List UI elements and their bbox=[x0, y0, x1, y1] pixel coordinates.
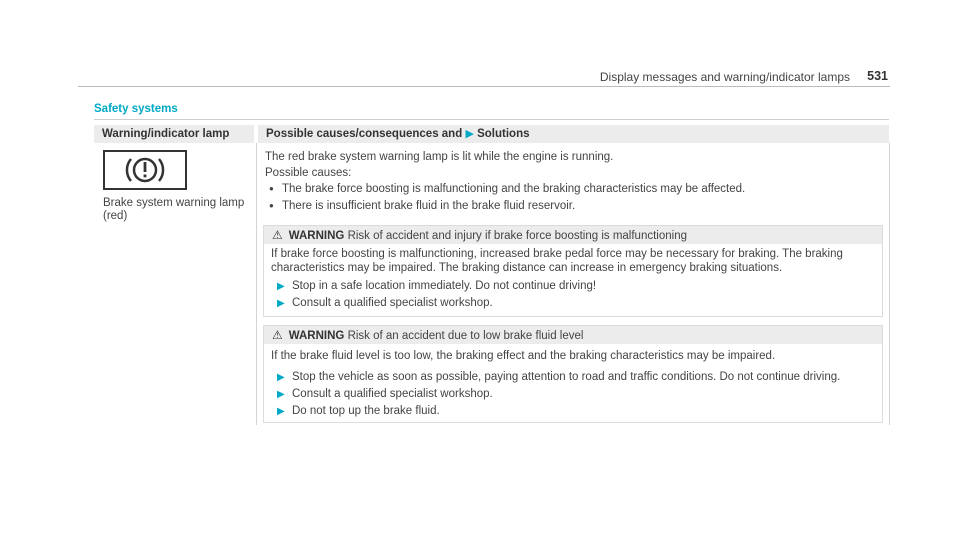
section-title: Safety systems bbox=[94, 103, 178, 115]
table-right-border bbox=[889, 143, 890, 425]
column-header-solutions-label: Solutions bbox=[477, 128, 530, 140]
column-header-causes bbox=[258, 125, 889, 143]
play-arrow-icon: ▶ bbox=[277, 281, 285, 292]
column-header-lamp: Warning/indicator lamp bbox=[94, 125, 254, 143]
intro-text: The red brake system warning lamp is lit while the engine is running. bbox=[265, 151, 614, 163]
warning-body: If the brake fluid level is too low, the braking effect and the braking characteristics may be impaired. bbox=[271, 350, 776, 362]
warning-body: If brake force boosting is malfunctioning, increased brake pedal force may be necessary for braking. The braking characteristics may be impaired. The braking distance can increase in emergency braking situations. bbox=[271, 248, 843, 274]
bullet-icon: ● bbox=[269, 201, 274, 210]
warning-triangle-icon: ⚠ bbox=[272, 228, 283, 242]
warning-step: Stop in a safe location immediately. Do not continue driving! bbox=[292, 280, 597, 292]
warning-header bbox=[264, 326, 882, 344]
section-rule bbox=[94, 119, 889, 120]
column-header-causes-label: Possible causes/consequences and bbox=[266, 128, 463, 140]
play-arrow-icon: ▶ bbox=[277, 298, 285, 309]
warning-step: Do not top up the brake fluid. bbox=[292, 405, 440, 417]
page-number: 531 bbox=[867, 69, 888, 83]
warning-title: Risk of accident and injury if brake force boosting is malfunctioning bbox=[347, 230, 687, 242]
warning-triangle-icon: ⚠ bbox=[272, 328, 283, 342]
play-arrow-icon: ▶ bbox=[277, 372, 285, 383]
play-arrow-icon: ▶ bbox=[465, 128, 474, 140]
warning-label: WARNING bbox=[288, 230, 345, 242]
causes-label: Possible causes: bbox=[265, 167, 352, 179]
lamp-label: Brake system warning lamp (red) bbox=[103, 197, 245, 222]
brake-warning-lamp-icon bbox=[103, 150, 187, 190]
warning-step: Consult a qualified specialist workshop. bbox=[292, 297, 493, 309]
warning-title: Risk of an accident due to low brake fluid level bbox=[347, 330, 584, 342]
warning-step: Stop the vehicle as soon as possible, paying attention to road and traffic conditions. Do not continue driving. bbox=[292, 371, 841, 383]
warning-label: WARNING bbox=[288, 330, 345, 342]
cause-item: The brake force boosting is malfunctioning and the braking characteristics may be affected. bbox=[282, 183, 746, 195]
running-header-text: Display messages and warning/indicator lamps bbox=[599, 70, 850, 84]
column-divider bbox=[256, 143, 257, 425]
play-arrow-icon: ▶ bbox=[277, 389, 285, 400]
bullet-icon: ● bbox=[269, 184, 274, 193]
header-rule bbox=[78, 86, 890, 87]
warning-step: Consult a qualified specialist workshop. bbox=[292, 388, 493, 400]
play-arrow-icon: ▶ bbox=[277, 406, 285, 417]
warning-header bbox=[264, 226, 882, 244]
cause-item: There is insufficient brake fluid in the brake fluid reservoir. bbox=[282, 200, 576, 212]
